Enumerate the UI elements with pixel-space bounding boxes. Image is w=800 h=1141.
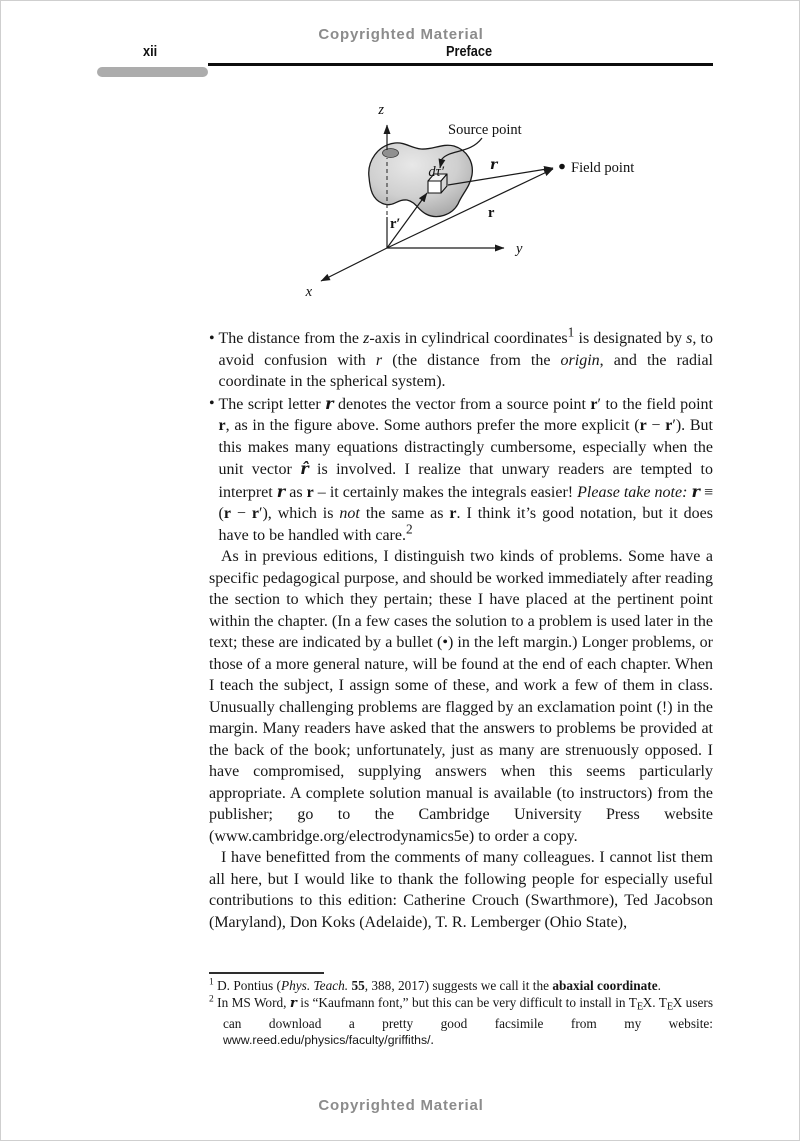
list-item <box>209 393 713 547</box>
bullet-marker: • <box>209 394 215 412</box>
footnotes <box>209 978 713 1049</box>
z-axis-label: z <box>378 102 384 118</box>
source-point-label: Source point <box>448 122 522 138</box>
body-paragraph: As in previous editions, I distinguish two kinds of problems. Some have a specific pedagogical purpose, and should be worked immediately after reading the section to which they pertain; these I have placed at the pertinent point within the chapter. (In a few cases the solution to a problem is used later in the text; these are indicated by a bullet (•) in the left margin.) Longer problems, or those of a more general nature, will be found at the end of each chapter. When I teach the subject, I assign some of these, and work a few of them in class. Unusually challenging problems are flagged by an exclamation point (!) in the margin. Many readers have asked that the answers to problems be provided at the back of the book; unfortunately, just as many are strenuously opposed. I have compromised, supplying answers when this seems particularly appropriate. A complete solution manual is available (to instructors) from the publisher; go to the Cambridge University Press website (www.cambridge.org/electrodynamics5e) to order a copy. <box>209 548 713 845</box>
field-point-dot <box>559 164 565 170</box>
footnote-marker: 1 <box>209 977 214 988</box>
x-axis-label: x <box>305 284 312 300</box>
bottom-watermark: Copyrighted Material <box>318 1097 484 1114</box>
axis-entry-patch <box>383 149 399 158</box>
footnote-marker: 2 <box>209 994 214 1005</box>
footnote-text: In MS Word, r is “Kaufmann font,” but this can be very difficult to install in $T_EX$. $T_EX$ users can download a pretty good facsimile from my website: www.reed.edu/physics/faculty/griffiths/. <box>217 994 713 1048</box>
coordinate-figure <box>1 91 800 303</box>
footnote-rule <box>209 972 324 974</box>
script-r-label: r <box>490 157 498 173</box>
running-head: Preface <box>446 43 493 60</box>
y-axis-label: y <box>516 241 523 257</box>
volume-element-label: dτ′ <box>428 164 444 180</box>
header-rule <box>208 63 713 66</box>
top-watermark: Copyrighted Material <box>318 26 484 43</box>
x-axis-arrow <box>321 248 387 281</box>
body-paragraph: I have benefitted from the comments of many colleagues. I cannot list them all here, but I would like to thank the following people for especially useful contributions to this edition: Catherine Crouch (Swarthmore), Ted Jacobson (Maryland), Don Koks (Adelaide), T. R. Lemberger (Ohio State), <box>209 849 713 931</box>
footnote <box>209 995 713 1049</box>
footnote <box>209 978 713 995</box>
text-column <box>209 324 714 933</box>
page-number: xii <box>143 43 158 60</box>
margin-tab-bar <box>97 67 208 77</box>
r-prime-vector-label: r′ <box>390 216 401 232</box>
list-item <box>209 324 714 393</box>
bullet-marker: • <box>209 330 215 347</box>
bullet-text: The distance from the z-axis in cylindrical coordinates$^1$ is designated by s, to avoid confusion with r (the distance from the origin, and the radial coordinate in the spherical system). <box>218 324 714 390</box>
bullet-text: The script letter r denotes the vector from a source point r′ to the field point r, as in the figure above. Some authors prefer the more explicit (r − r′). But this makes many equations distractingly cumbersome, especially when the unit vector r̂ is involved. I realize that unwary readers are tempted to interpret r as r – it certainly makes the integrals easier! Please take note: r ≡ (r − r′), which is not the same as r. I think it’s good notation, but it does have to be handled with care.$^2$ <box>218 393 714 544</box>
r-vector-label: r <box>488 205 495 221</box>
field-point-label: Field point <box>571 160 635 176</box>
footnote-text: D. Pontius (Phys. Teach. 55, 388, 2017) suggests we call it the abaxial coordinate. <box>217 978 661 993</box>
